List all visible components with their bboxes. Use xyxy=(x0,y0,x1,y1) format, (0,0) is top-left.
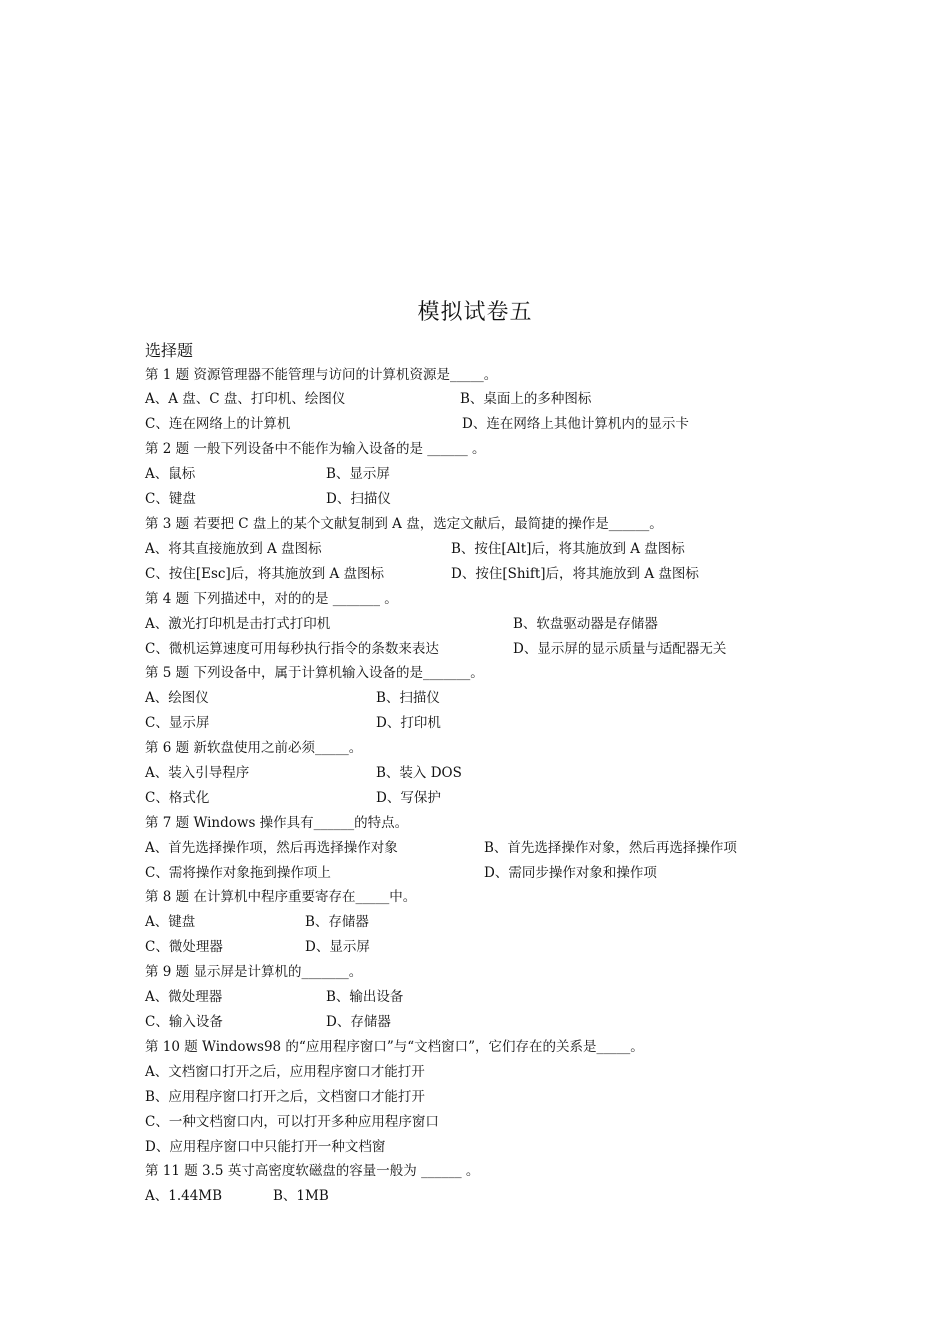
q2-option-a: A、鼠标 xyxy=(145,466,196,482)
q7-option-b: B、首先选择操作对象，然后再选择操作项 xyxy=(484,840,737,856)
q2-option-c: C、键盘 xyxy=(145,491,196,507)
question-11: 第 11 题 3.5 英寸高密度软磁盘的容量一般为 ______ 。 xyxy=(145,1163,480,1179)
q6-option-b: B、装入 DOS xyxy=(376,765,462,781)
exam-title: 模拟试卷五 xyxy=(417,300,533,325)
q9-option-b: B、输出设备 xyxy=(326,989,404,1005)
question-3: 第 3 题 若要把 C 盘上的某个文献复制到 A 盘，选定文献后，最简捷的操作是______。 xyxy=(145,516,663,532)
q3-option-b: B、按住[Alt]后，将其施放到 A 盘图标 xyxy=(451,541,685,557)
q4-option-b: B、软盘驱动器是存储器 xyxy=(513,616,658,632)
q2-option-b: B、显示屏 xyxy=(326,466,390,482)
q8-option-d: D、显示屏 xyxy=(305,939,370,955)
question-6: 第 6 题 新软盘使用之前必须_____。 xyxy=(145,740,363,756)
question-2: 第 2 题 一般下列设备中不能作为输入设备的是 ______ 。 xyxy=(145,441,486,457)
q10-option-b: B、应用程序窗口打开之后，文档窗口才能打开 xyxy=(145,1089,425,1105)
q4-option-c: C、微机运算速度可用每秒执行指令的条数来表达 xyxy=(145,641,439,657)
question-1: 第 1 题 资源管理器不能管理与访问的计算机资源是_____。 xyxy=(145,367,498,383)
q3-option-a: A、将其直接施放到 A 盘图标 xyxy=(145,541,322,557)
q8-option-b: B、存储器 xyxy=(305,914,369,930)
q10-option-c: C、一种文档窗口内，可以打开多种应用程序窗口 xyxy=(145,1114,439,1130)
q2-option-d: D、扫描仪 xyxy=(326,491,391,507)
question-10: 第 10 题 Windows98 的“应用程序窗口”与“文档窗口”，它们存在的关系是_____。 xyxy=(145,1039,644,1055)
q10-option-a: A、文档窗口打开之后，应用程序窗口才能打开 xyxy=(145,1064,425,1080)
q8-option-c: C、微处理器 xyxy=(145,939,223,955)
q1-option-d: D、连在网络上其他计算机内的显示卡 xyxy=(462,416,689,432)
q5-option-d: D、打印机 xyxy=(376,715,441,731)
question-8: 第 8 题 在计算机中程序重要寄存在_____中。 xyxy=(145,889,417,905)
q5-option-c: C、显示屏 xyxy=(145,715,210,731)
question-9: 第 9 题 显示屏是计算机的_______。 xyxy=(145,964,363,980)
q3-option-c: C、按住[Esc]后，将其施放到 A 盘图标 xyxy=(145,566,385,582)
q4-option-d: D、显示屏的显示质量与适配器无关 xyxy=(513,641,727,657)
q6-option-d: D、写保护 xyxy=(376,790,441,806)
q6-option-c: C、格式化 xyxy=(145,790,210,806)
q7-option-a: A、首先选择操作项，然后再选择操作对象 xyxy=(145,840,398,856)
q8-option-a: A、键盘 xyxy=(145,914,196,930)
q1-option-c: C、连在网络上的计算机 xyxy=(145,416,291,432)
q11-option-a: A、1.44MB xyxy=(145,1188,223,1204)
q5-option-a: A、绘图仪 xyxy=(145,690,209,706)
q9-option-c: C、输入设备 xyxy=(145,1014,223,1030)
q9-option-d: D、存储器 xyxy=(326,1014,391,1030)
q1-option-a: A、A 盘、C 盘、打印机、绘图仪 xyxy=(145,391,346,407)
q11-option-b: B、1MB xyxy=(273,1188,329,1204)
question-4: 第 4 题 下列描述中，对的的是 _______ 。 xyxy=(145,591,398,607)
q9-option-a: A、微处理器 xyxy=(145,989,223,1005)
q4-option-a: A、激光打印机是击打式打印机 xyxy=(145,616,331,632)
q1-option-b: B、桌面上的多种图标 xyxy=(460,391,592,407)
q5-option-b: B、扫描仪 xyxy=(376,690,440,706)
q6-option-a: A、装入引导程序 xyxy=(145,765,250,781)
question-7: 第 7 题 Windows 操作具有______的特点。 xyxy=(145,815,409,831)
section-heading: 选择题 xyxy=(145,341,194,360)
question-5: 第 5 题 下列设备中，属于计算机输入设备的是_______。 xyxy=(145,665,484,681)
q3-option-d: D、按住[Shift]后，将其施放到 A 盘图标 xyxy=(451,566,699,582)
q7-option-c: C、需将操作对象拖到操作项上 xyxy=(145,865,331,881)
q7-option-d: D、需同步操作对象和操作项 xyxy=(484,865,657,881)
q10-option-d: D、应用程序窗口中只能打开一种文档窗 xyxy=(145,1139,386,1155)
